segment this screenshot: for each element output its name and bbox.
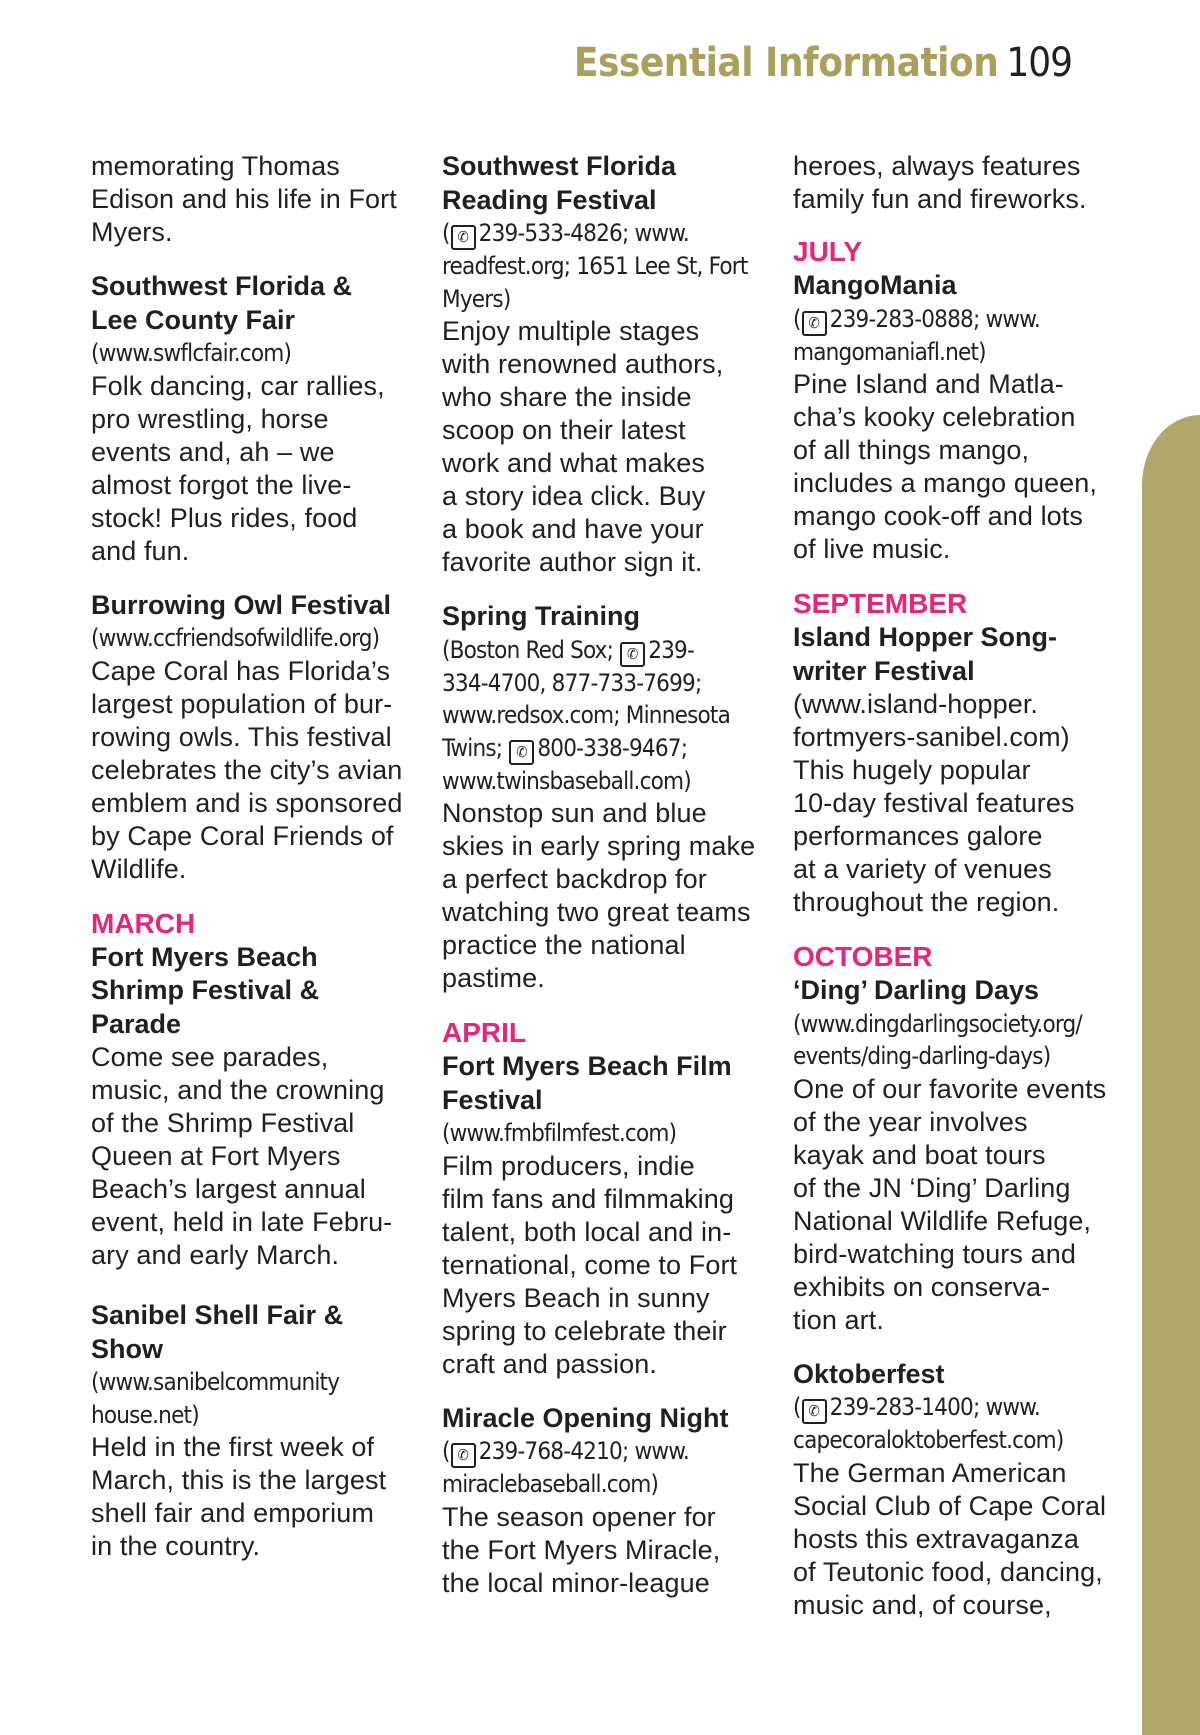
chapter-thumb-tab bbox=[1142, 415, 1200, 1735]
event-description: The season opener for the Fort Myers Miracle, the local minor-league bbox=[442, 1501, 721, 1598]
event-title: Island Hopper Song- writer Festival bbox=[793, 622, 1058, 686]
month-heading-july: JULY bbox=[793, 236, 863, 267]
event-contact: (www.sanibelcommunity house.net) bbox=[91, 1368, 340, 1429]
month-heading-march: MARCH bbox=[91, 907, 196, 939]
event-ding-darling-days bbox=[793, 974, 1133, 1337]
running-header bbox=[574, 40, 1072, 86]
event-title: Southwest Florida Reading Festival bbox=[442, 151, 677, 215]
event-title: Burrowing Owl Festival bbox=[91, 589, 392, 620]
event-mangomania bbox=[793, 269, 1133, 566]
event-description: Enjoy multiple stages with renowned authors, who share the inside scoop on their latest work and what makes a story idea click. Buy a book and have your favorite author sign it. bbox=[442, 316, 724, 577]
event-title: Miracle Opening Night bbox=[442, 1402, 729, 1433]
event-description: Folk dancing, car rallies, pro wrestling, horse events and, ah – we almost forgot the live- stock! Plus rides, food and fun. bbox=[91, 370, 385, 566]
event-contact: (Boston Red Sox; ✆ 239- 334-4700, 877-733-7699; www.redsox.com; Minnesota Twins; ✆ 800-338-9467; www.twinsbaseball.com) bbox=[442, 635, 731, 795]
phone-icon: ✆ bbox=[451, 1443, 476, 1468]
phone-icon: ✆ bbox=[451, 225, 476, 250]
event-contact: (www.swflcfair.com) bbox=[91, 339, 292, 367]
event-film-festival bbox=[442, 1050, 772, 1381]
event-reading-festival bbox=[442, 150, 772, 579]
phone-icon: ✆ bbox=[802, 1399, 827, 1424]
event-description: The German American Social Club of Cape Coral hosts this extravaganza of Teutonic food, dancing, music and, of course, bbox=[793, 1457, 1107, 1620]
event-contact: ( ✆ 239-768-4210; www. miraclebaseball.com) bbox=[442, 1437, 689, 1498]
event-description: Film producers, indie film fans and filmmaking talent, both local and in- ternational, come to Fort Myers Beach in sunny spring to celebrate their craft and passion. bbox=[442, 1150, 738, 1379]
month-heading-october: OCTOBER bbox=[793, 941, 933, 972]
month-heading-april: APRIL bbox=[442, 1017, 526, 1048]
event-miracle-opening-night bbox=[442, 1402, 772, 1600]
event-description: Come see parades, music, and the crowning of the Shrimp Festival Queen at Fort Myers Beach’s largest annual event, held in late Febru- ary and early March. bbox=[91, 1042, 393, 1270]
event-contact: (www.dingdarlingsociety.org/ events/ding-darling-days) bbox=[793, 1009, 1082, 1070]
event-contact: ( ✆ 239-283-0888; www. mangomaniafl.net) bbox=[793, 304, 1040, 366]
event-description: One of our favorite events of the year involves kayak and boat tours of the JN ‘Ding’ Darling National Wildlife Refuge, bird-watching tours and exhibits on conserva- tion art. bbox=[793, 1073, 1107, 1335]
column-2 bbox=[442, 150, 772, 1600]
event-title: Oktoberfest bbox=[793, 1358, 945, 1389]
event-contact: ( ✆ 239-533-4826; www. readfest.org; 1651 Lee St, Fort Myers) bbox=[442, 219, 748, 313]
event-description: Cape Coral has Florida’s largest population of bur- rowing owls. This festival celebrates the city’s avian emblem and is sponsored by Cape Coral Friends of Wildlife. bbox=[91, 655, 403, 884]
phone-icon: ✆ bbox=[802, 311, 827, 336]
event-title: Fort Myers Beach Shrimp Festival & Parade bbox=[91, 941, 320, 1039]
event-title: ‘Ding’ Darling Days bbox=[793, 975, 1040, 1005]
event-description: (www.island-hopper. fortmyers-sanibel.com) This hugely popular 10-day festival features performances galore at a variety of venues throughout the region. bbox=[793, 689, 1075, 917]
event-swfl-fair bbox=[91, 270, 421, 568]
event-sanibel-shell-fair bbox=[91, 1299, 421, 1563]
phone-icon: ✆ bbox=[620, 642, 645, 667]
event-island-hopper bbox=[793, 621, 1133, 919]
section-title: Essential Information bbox=[573, 40, 999, 86]
continued-text: heroes, always features family fun and fireworks. bbox=[793, 151, 1087, 214]
month-heading-september: SEPTEMBER bbox=[793, 588, 968, 619]
event-description: Nonstop sun and blue skies in early spring make a perfect backdrop for watching two great teams practice the national pastime. bbox=[442, 798, 756, 993]
event-shrimp-festival bbox=[91, 941, 421, 1273]
event-title: Sanibel Shell Fair & Show bbox=[91, 1300, 344, 1364]
event-title: Fort Myers Beach Film Festival bbox=[442, 1051, 732, 1115]
continued-text: memorating Thomas Edison and his life in Fort Myers. bbox=[91, 151, 397, 247]
column-1 bbox=[91, 150, 421, 1563]
column-3 bbox=[793, 150, 1133, 1622]
event-description: Held in the first week of March, this is the largest shell fair and emporium in the country. bbox=[91, 1432, 387, 1561]
event-title: Spring Training bbox=[442, 601, 641, 631]
event-contact: ( ✆ 239-283-1400; www. capecoraloktoberfest.com) bbox=[793, 1393, 1064, 1454]
phone-icon: ✆ bbox=[509, 740, 534, 765]
event-title: Southwest Florida & Lee County Fair bbox=[91, 271, 353, 335]
page-number: 109 bbox=[1006, 40, 1072, 86]
event-title: MangoMania bbox=[793, 270, 957, 300]
event-contact: (www.ccfriendsofwildlife.org) bbox=[91, 624, 380, 652]
event-oktoberfest bbox=[793, 1358, 1133, 1622]
event-description: Pine Island and Matla- cha’s kooky celebration of all things mango, includes a mango queen, mango cook-off and lots of live music. bbox=[793, 369, 1098, 564]
event-contact: (www.fmbfilmfest.com) bbox=[442, 1119, 677, 1147]
event-burrowing-owl bbox=[91, 589, 421, 886]
event-spring-training bbox=[442, 600, 772, 995]
